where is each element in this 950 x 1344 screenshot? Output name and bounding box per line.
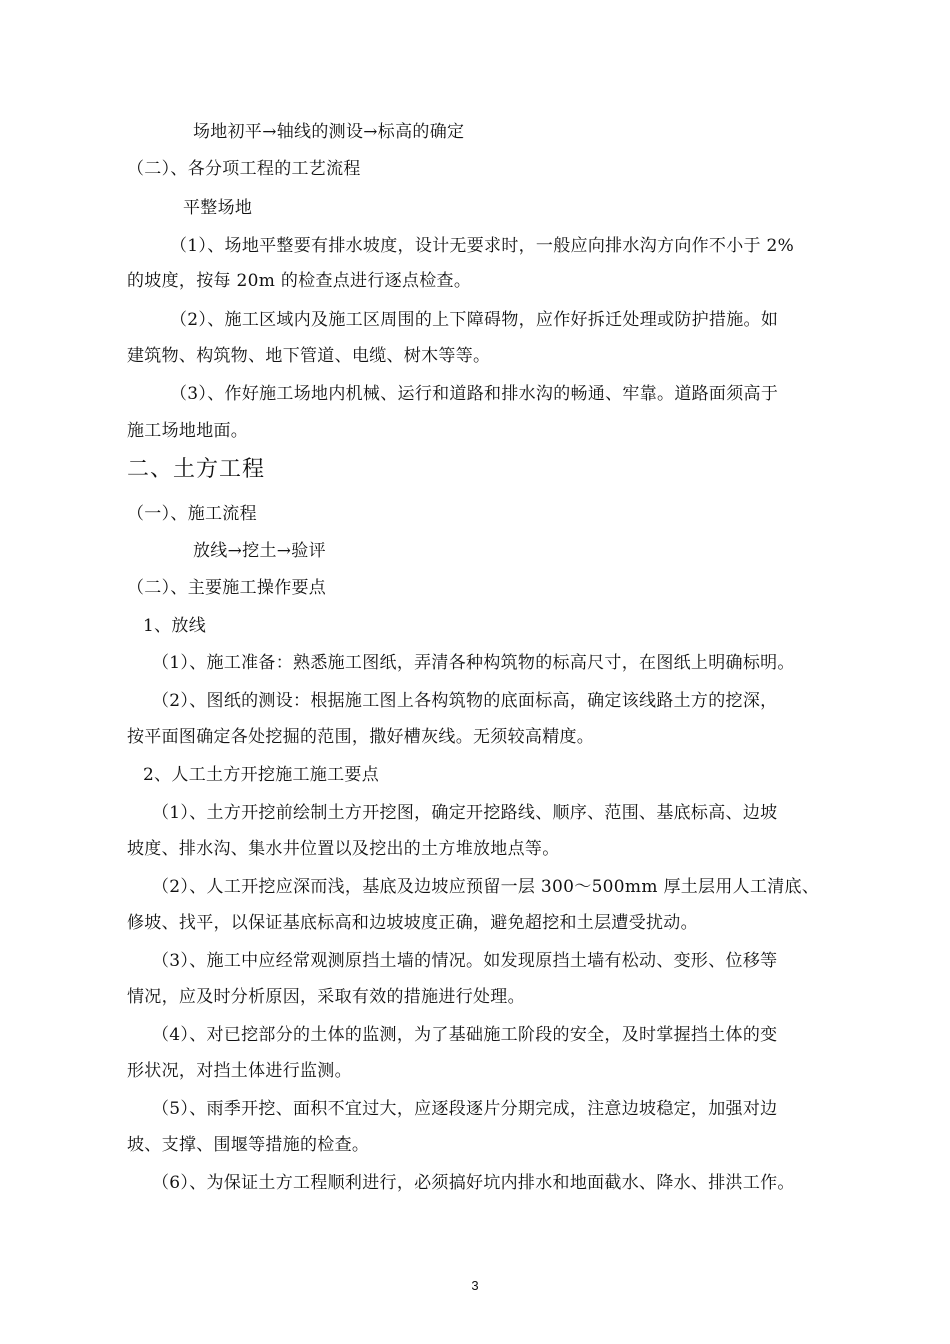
subheading-setting-out: 1、放线 <box>143 616 207 636</box>
paragraph-line: （2）、人工开挖应深而浅，基底及边坡应预留一层 300～500mm 厚土层用人工清底、 <box>152 877 820 897</box>
paragraph-line: （1）、场地平整要有排水坡度，设计无要求时，一般应向排水沟方向作不小于 2% <box>170 236 795 256</box>
section-heading-key-points: （二）、主要施工操作要点 <box>127 578 327 598</box>
chapter-heading-earthwork: 二、土方工程 <box>127 457 266 482</box>
paragraph-line: （2）、图纸的测设：根据施工图上各构筑物的底面标高，确定该线路土方的挖深， <box>152 691 778 711</box>
paragraph-line: （4）、对已挖部分的土体的监测，为了基础施工阶段的安全，及时掌握挡土体的变 <box>152 1025 778 1045</box>
paragraph-line: （5）、雨季开挖、面积不宜过大，应逐段逐片分期完成，注意边坡稳定，加强对边 <box>152 1099 778 1119</box>
paragraph-line: 按平面图确定各处挖掘的范围，撒好槽灰线。无须较高精度。 <box>127 727 595 747</box>
paragraph-line: （3）、作好施工场地内机械、运行和道路和排水沟的畅通、牢靠。道路面须高于 <box>170 384 779 404</box>
subheading-site-leveling: 平整场地 <box>183 198 253 218</box>
paragraph-line: 坡度、排水沟、集水井位置以及挖出的土方堆放地点等。 <box>127 839 560 859</box>
page-number: 3 <box>471 1278 479 1293</box>
flow-sequence-survey: 场地初平→轴线的测设→标高的确定 <box>193 122 465 142</box>
paragraph-line: 坡、支撑、围堰等措施的检查。 <box>127 1135 370 1155</box>
paragraph-line: 修坡、找平，以保证基底标高和边坡坡度正确，避免超挖和土层遭受扰动。 <box>127 913 698 933</box>
paragraph-line: 建筑物、构筑物、地下管道、电缆、树木等等。 <box>127 346 491 366</box>
paragraph-line: 情况，应及时分析原因，采取有效的措施进行处理。 <box>127 987 525 1007</box>
paragraph-line: 形状况，对挡土体进行监测。 <box>127 1061 352 1081</box>
paragraph-line: （2）、施工区域内及施工区周围的上下障碍物，应作好拆迁处理或防护措施。如 <box>170 310 779 330</box>
paragraph-line: （6）、为保证土方工程顺利进行，必须搞好坑内排水和地面截水、降水、排洪工作。 <box>152 1173 795 1193</box>
section-heading-process-flow: （二）、各分项工程的工艺流程 <box>127 159 361 179</box>
paragraph-line: 的坡度，按每 20m 的检查点进行逐点检查。 <box>127 271 472 291</box>
paragraph-line: （3）、施工中应经常观测原挡土墙的情况。如发现原挡土墙有松动、变形、位移等 <box>152 951 778 971</box>
section-heading-construction-flow: （一）、施工流程 <box>127 504 257 524</box>
paragraph-line: 施工场地地面。 <box>127 421 249 441</box>
flow-sequence-excavation: 放线→挖土→验评 <box>193 541 326 561</box>
paragraph-line: （1）、土方开挖前绘制土方开挖图，确定开挖路线、顺序、范围、基底标高、边坡 <box>152 803 778 823</box>
paragraph-line: （1）、施工准备：熟悉施工图纸，弄清各种构筑物的标高尺寸，在图纸上明确标明。 <box>152 653 795 673</box>
subheading-manual-excavation: 2、人工土方开挖施工施工要点 <box>143 765 380 785</box>
